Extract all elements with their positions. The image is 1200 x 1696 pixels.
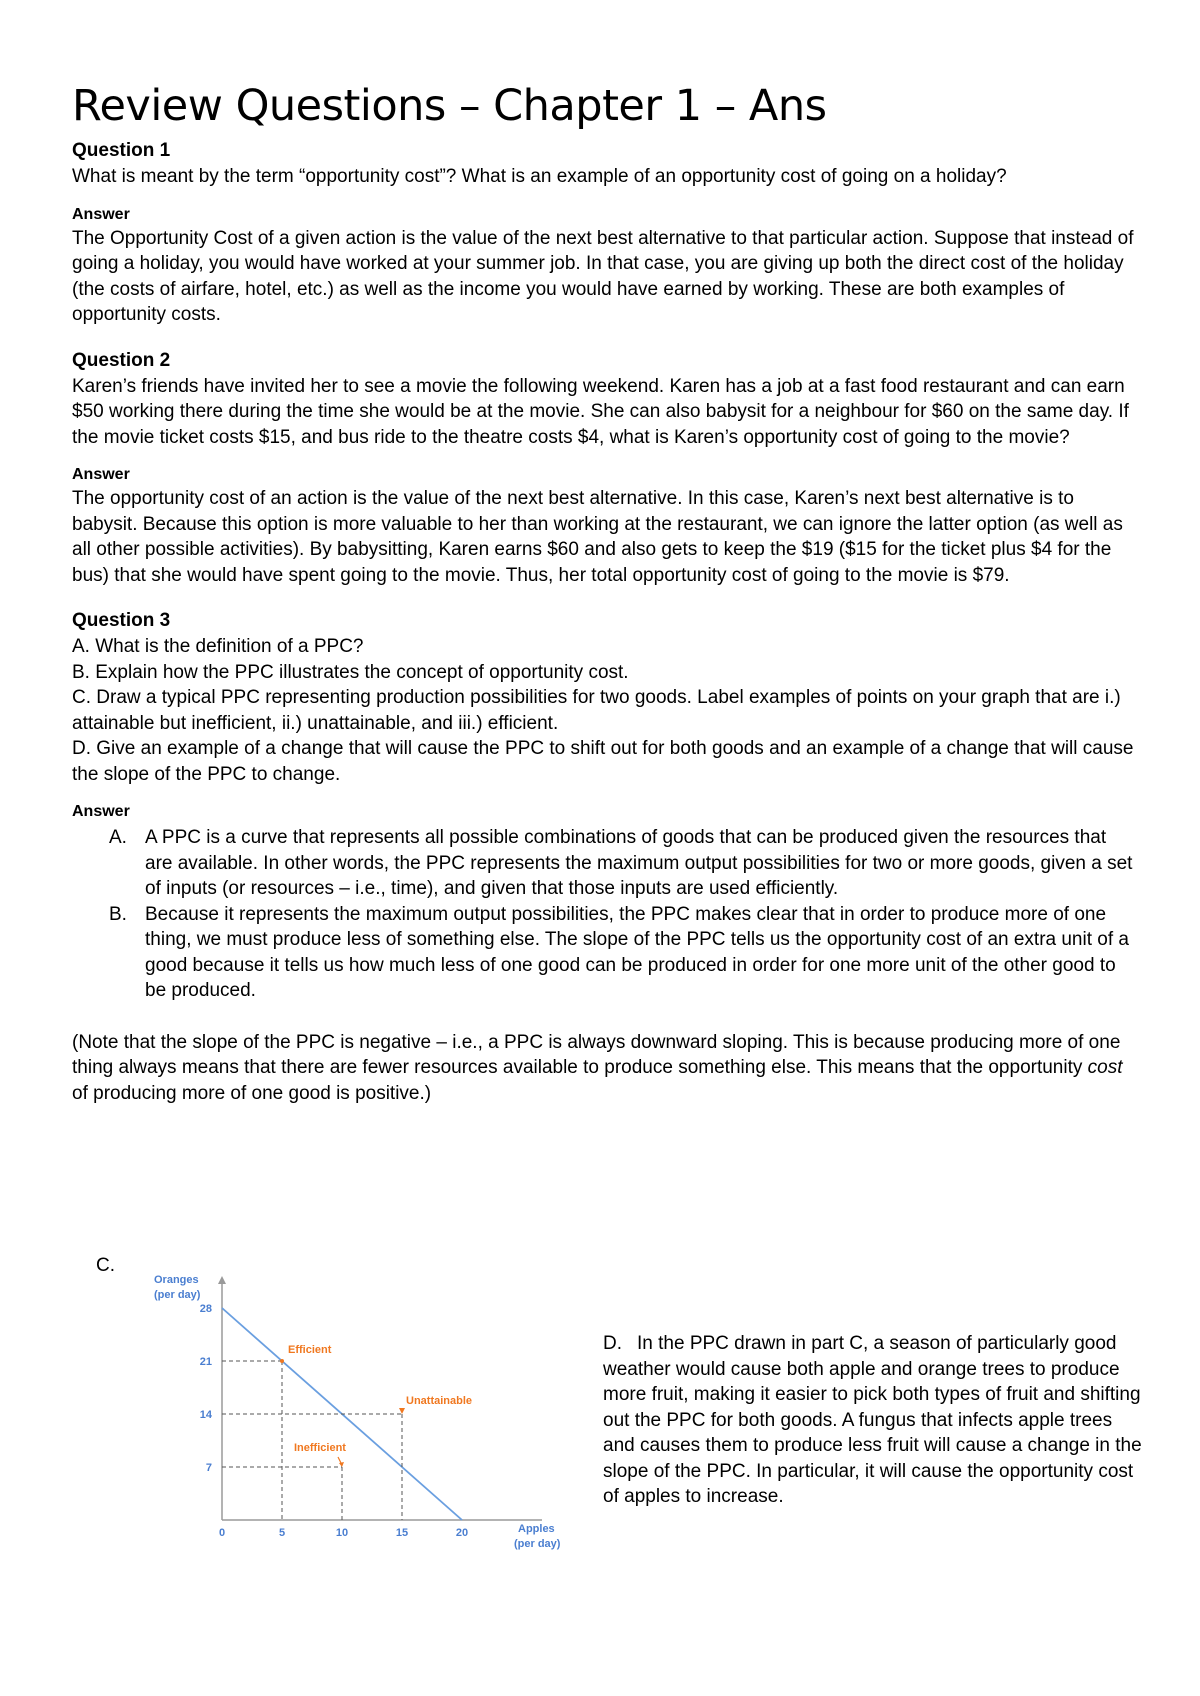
question-2-heading: Question 2 <box>72 349 171 371</box>
x-axis-label: Apples <box>518 1523 555 1535</box>
point-label-unattainable: Unattainable <box>406 1395 473 1407</box>
question-3-part-d: D. Give an example of a change that will cause the PPC to shift out for both goods and an example of a change that will cause the slope of the PPC to change. <box>72 738 1134 785</box>
answer-3-text-b: Because it represents the maximum output possibilities, the PPC makes clear that in order to produce more of one thing, we must produce less of something else. The slope of the PPC tells us the opportunity cost of an extra unit of a good because it tells us how much less of one good can be produced in order for one more unit of the other good to be produced. <box>145 903 1129 1001</box>
answer-3-marker-d: D. <box>603 1333 622 1354</box>
x-axis-label-units: (per day) <box>514 1538 561 1550</box>
y-axis-arrow <box>218 1276 226 1284</box>
question-3-heading: Question 3 <box>72 610 171 631</box>
point-unattainable <box>399 1408 405 1414</box>
y-axis-label: Oranges <box>154 1274 199 1286</box>
answer-3-marker-a: A. <box>109 827 127 848</box>
answer-2-heading: Answer <box>72 466 130 483</box>
y-tick-label: 7 <box>205 1462 212 1474</box>
x-tick-label: 10 <box>335 1527 349 1539</box>
y-tick-label: 28 <box>199 1303 212 1315</box>
question-2-text: Karen’s friends have invited her to see a movie the following weekend. Karen has a job at a fast food restaurant and can earn $50 working there during the time she would be at the movie. She can also babysit for a neighbour for $60 on the same day. If the movie ticket costs $15, and bus ride to the theatre costs $4, what is Karen’s opportunity cost of going to the movie? <box>72 375 1129 448</box>
slope-note-italic: cost <box>1087 1057 1123 1078</box>
question-1 <box>72 138 1138 328</box>
x-tick-label: 20 <box>455 1527 469 1539</box>
y-tick-label: 14 <box>199 1409 212 1421</box>
answer-1-heading: Answer <box>72 205 130 223</box>
x-tick-label: 15 <box>395 1527 409 1539</box>
point-label-inefficient: Inefficient <box>294 1442 346 1454</box>
y-axis-label-units: (per day) <box>154 1289 201 1301</box>
answer-3-item-b <box>109 902 1138 1004</box>
question-3-part-b: B. Explain how the PPC illustrates the concept of opportunity cost. <box>72 661 629 683</box>
question-1-text: What is meant by the term “opportunity cost”? What is an example of an opportunity cost of going on a holiday? <box>72 166 1007 187</box>
slope-note-end: of producing more of one good is positive.) <box>72 1082 432 1104</box>
question-3-part-a: A. What is the definition of a PPC? <box>72 636 364 657</box>
answer-3-text-d: In the PPC drawn in part C, a season of particularly good weather would cause both apple and orange trees to produce more fruit, making it easier to pick both types of fruit and shifting out the PPC for both goods. A fungus that infects apple trees and causes them to produce less fruit will cause a change in the slope of the PPC. In particular, it will cause the opportunity cost of apples to increase. <box>603 1333 1142 1507</box>
question-2 <box>72 348 1138 589</box>
point-label-efficient: Efficient <box>288 1344 332 1356</box>
slope-note-start: (Note that the slope of the PPC is negative – i.e., a PPC is always downward sloping. This is because producing more of one thing always means that there are fewer resources available to produce something else. This means that the opportunity <box>72 1031 1121 1078</box>
x-tick-label: 0 <box>218 1527 226 1539</box>
ppc-chart <box>150 1266 590 1566</box>
answer-3-marker-c: C. <box>96 1255 115 1276</box>
answer-3-text-a: A PPC is a curve that represents all possible combinations of goods that can be produced given the resources that are available. In other words, the PPC represents the maximum output possibilities for two or more goods, given a set of inputs (or resources – i.e., time), and given that those inputs are used efficiently. <box>145 827 1133 899</box>
y-tick-label: 21 <box>199 1356 212 1368</box>
page-title: Review Questions – Chapter 1 – Ans <box>72 81 827 131</box>
x-tick-label: 5 <box>278 1527 286 1539</box>
question-3 <box>72 608 1138 1106</box>
answer-3-marker-b: B. <box>109 903 127 925</box>
answer-1-text: The Opportunity Cost of a given action is the value of the next best alternative to that particular action. Suppose that instead of going a holiday, you would have worked at your summer job. In that case, you are giving up both the direct cost of the holiday (the costs of airfare, hotel, etc.) as well as the income you would have earned by working. These are both examples of opportunity costs. <box>72 227 1134 325</box>
answer-3-heading: Answer <box>72 803 130 820</box>
answer-3-list <box>72 825 1138 1004</box>
question-1-heading: Question 1 <box>72 140 171 161</box>
answer-3-item-a <box>109 825 1138 902</box>
slope-note <box>72 1030 1138 1107</box>
answer-2-text: The opportunity cost of an action is the value of the next best alternative. In this case, Karen’s next best alternative is to babysit. Because this option is more valuable to her than working at the restaurant, we can ignore the latter option (as well as all other possible activities). By babysitting, Karen earns $60 and also gets to keep the $19 ($15 for the ticket plus $4 for the bus) that she would have spent going to the movie. Thus, her total opportunity cost of going to the movie is $79. <box>72 488 1123 586</box>
point-efficient <box>280 1359 284 1363</box>
document-page <box>72 78 1138 1106</box>
question-3-part-c: C. Draw a typical PPC representing production possibilities for two goods. Label examples of points on your graph that are i.) attainable but inefficient, ii.) unattainable, and iii.) efficient. <box>72 687 1121 734</box>
point-inefficient <box>339 1462 344 1467</box>
answer-3-item-d <box>603 1331 1148 1510</box>
